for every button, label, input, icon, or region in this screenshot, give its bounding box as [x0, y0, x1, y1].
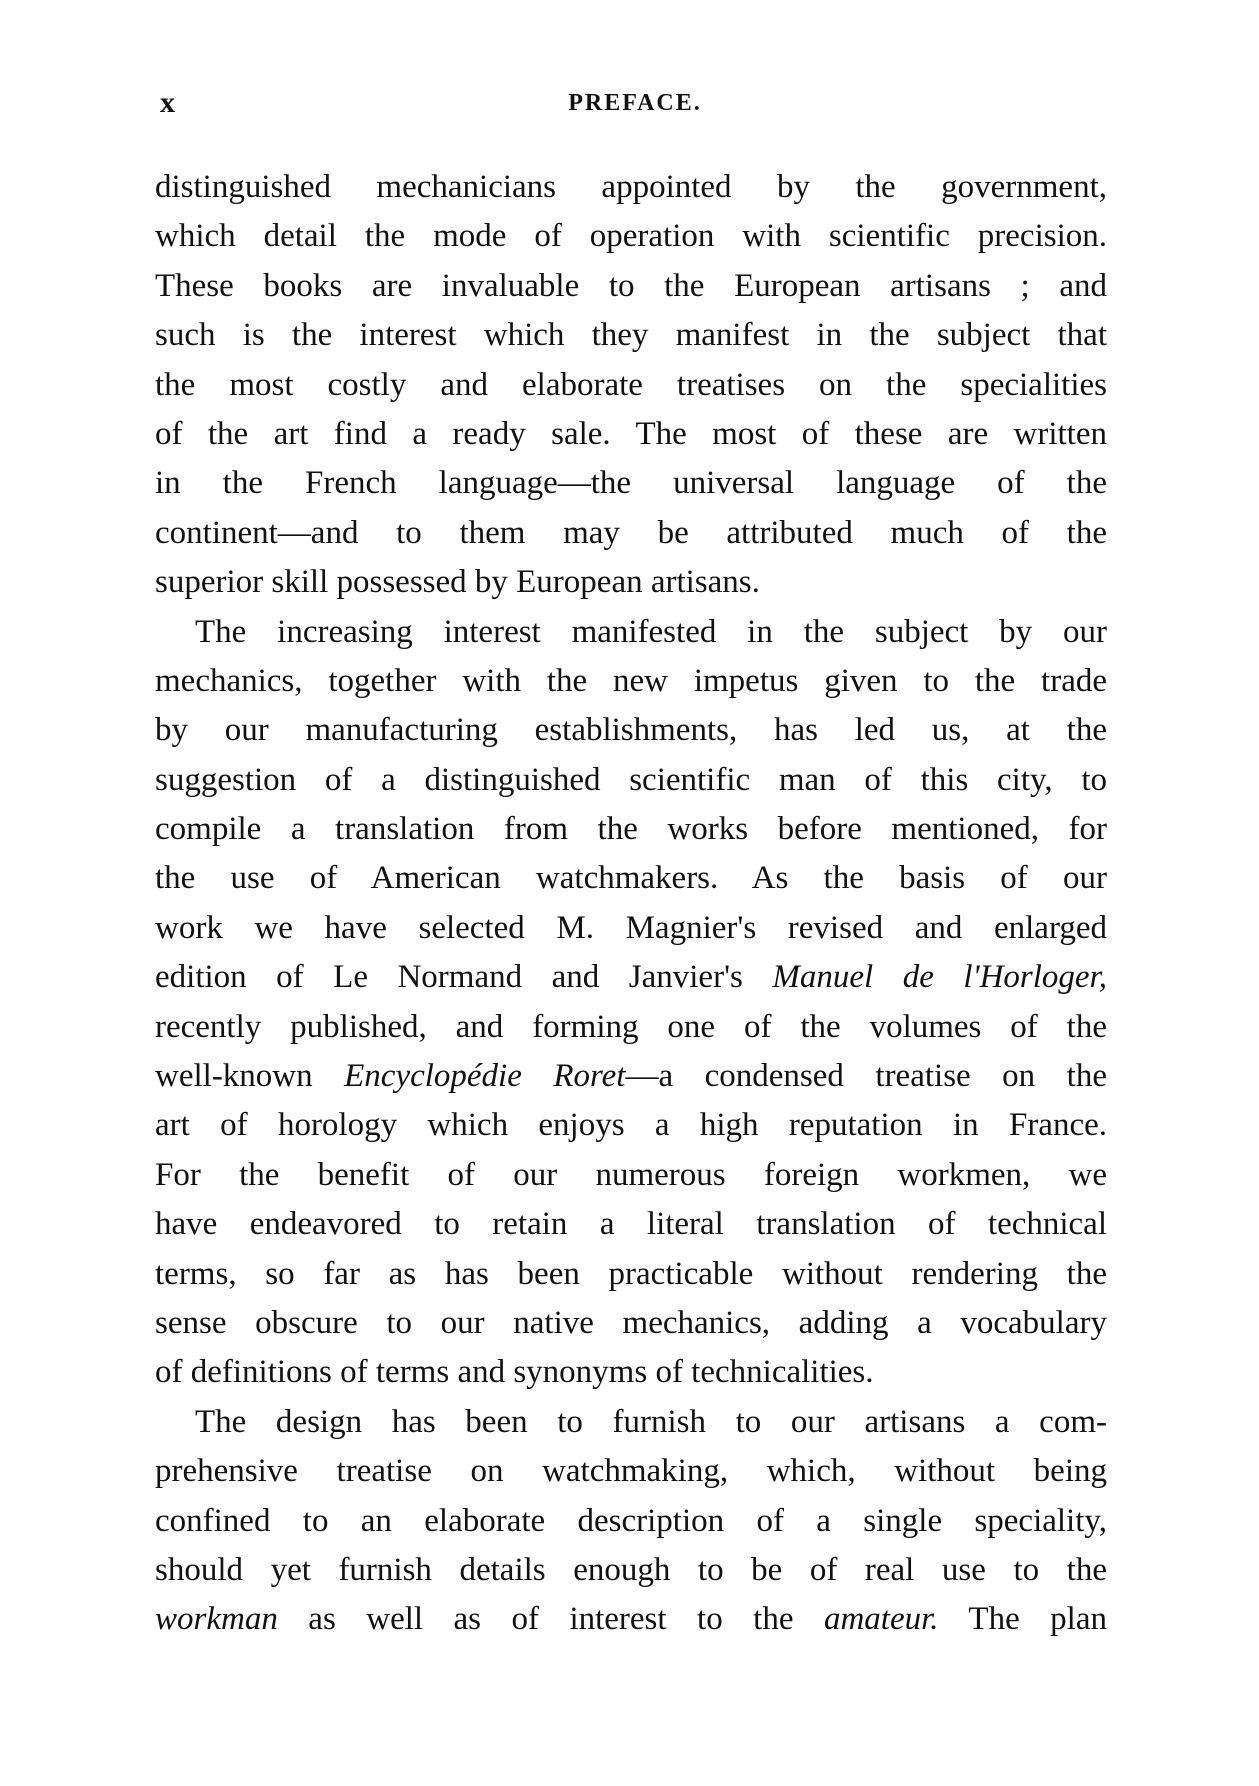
text-line [155, 953, 1107, 1002]
text-line: The design has been to furnish to our artisans a com- [195, 1403, 1107, 1440]
text-line: mechanics, together with the new impetus given to the trade [155, 662, 1107, 699]
book-title: Manuel de l'Horloger, [772, 959, 1107, 996]
text-line: compile a translation from the works before mentioned, for [155, 811, 1107, 848]
text-line: suggestion of a distinguished scientific man of this city, to [155, 761, 1107, 798]
text-run: edition of Le Normand and Janvier's [155, 959, 773, 996]
text-line: have endeavored to retain a literal translation of technical [155, 1206, 1107, 1243]
text-line: The increasing interest manifested in the subject by our [195, 613, 1107, 650]
running-head [160, 86, 1110, 126]
page-title: PREFACE. [568, 90, 702, 116]
book-title: Encyclopédie Roret [344, 1058, 626, 1095]
text-line [155, 1052, 1107, 1101]
text-line: by our manufacturing establishments, has led us, at the [155, 712, 1107, 749]
text-line: For the benefit of our numerous foreign workmen, we [155, 1156, 1107, 1193]
text-line: continent—and to them may be attributed much of the [155, 514, 1107, 551]
text-line: the most costly and elaborate treatises on the specialities [155, 366, 1107, 403]
text-line: of definitions of terms and synonyms of technicalities. [155, 1354, 874, 1391]
text-line: confined to an elaborate description of a single speciality, [155, 1502, 1107, 1539]
text-line [155, 1595, 1107, 1644]
page-number: x [160, 86, 176, 119]
body-text [155, 163, 1107, 1645]
text-line: such is the interest which they manifest in the subject that [155, 317, 1107, 354]
text-line: art of horology which enjoys a high reputation in France. [155, 1107, 1107, 1144]
text-line: should yet furnish details enough to be of real use to the [155, 1551, 1107, 1588]
text-run: —a condensed treatise on the [625, 1058, 1107, 1095]
text-run: well-known [155, 1058, 345, 1095]
emphasis: amateur. [823, 1601, 939, 1638]
text-line: These books are invaluable to the European artisans ; and [155, 267, 1107, 304]
emphasis: workman [155, 1601, 278, 1638]
text-line: in the French language—the universal language of the [155, 465, 1107, 502]
text-line: prehensive treatise on watchmaking, which, without being [155, 1453, 1107, 1490]
text-line: work we have selected M. Magnier's revised and enlarged [155, 909, 1107, 946]
text-line: terms, so far as has been practicable without rendering the [155, 1255, 1107, 1292]
text-run: as well as of interest to the [277, 1601, 824, 1638]
text-line: superior skill possessed by European artisans. [155, 564, 760, 601]
text-line: which detail the mode of operation with scientific precision. [155, 218, 1107, 255]
text-line: of the art find a ready sale. The most of these are written [155, 415, 1107, 452]
text-line: recently published, and forming one of the volumes of the [155, 1008, 1107, 1045]
text-line: distinguished mechanicians appointed by the government, [155, 169, 1107, 205]
text-line: sense obscure to our native mechanics, adding a vocabulary [155, 1304, 1107, 1341]
text-run: The plan [938, 1601, 1107, 1638]
text-line: the use of American watchmakers. As the basis of our [155, 860, 1107, 897]
